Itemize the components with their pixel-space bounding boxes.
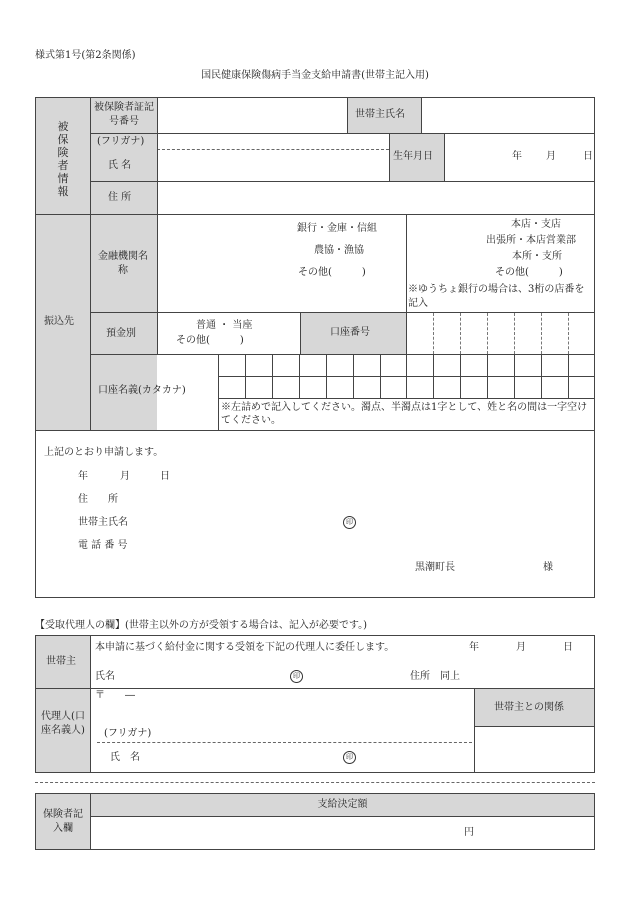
deposit-type-2: その他( )	[176, 335, 244, 346]
amount-label: 支給決定額	[317, 799, 368, 810]
address-field[interactable]	[158, 182, 594, 214]
declaration-day: 日	[160, 471, 170, 482]
account-no-label: 口座番号	[330, 327, 370, 338]
agent-label: 代理人(口座名義人)	[41, 711, 85, 736]
insurer-label: 保険者記入欄	[43, 809, 83, 834]
householder-name-field[interactable]	[422, 98, 594, 133]
agent-section-title-text: 【受取代理人の欄】	[35, 620, 125, 631]
branch-type-4: その他( )	[495, 267, 563, 278]
furigana-field[interactable]	[158, 134, 388, 149]
agent-address-same: 住所 同上	[410, 671, 460, 682]
delegation-year: 年	[469, 642, 479, 653]
declaration-phone-label: 電 話 番 号	[78, 540, 128, 551]
card-no-field[interactable]	[158, 98, 346, 133]
name-label: 氏 名	[108, 160, 132, 171]
declaration-month: 月	[120, 471, 130, 482]
insured-section-label: 被保険者情報	[57, 120, 69, 198]
delegation-day: 日	[563, 642, 573, 653]
branch-type-2: 出張所・本店営業部	[486, 235, 576, 246]
agent-householder-name-label: 氏名	[95, 671, 115, 682]
agent-section-title	[35, 620, 367, 632]
account-no-field[interactable]	[407, 313, 594, 354]
transfer-section-label: 振込先	[44, 316, 74, 327]
agent-address-field[interactable]	[91, 689, 473, 726]
declaration-statement: 上記のとおり申請します。	[44, 447, 164, 458]
bank-type-3: その他( )	[298, 267, 366, 278]
birth-label: 生年月日	[393, 151, 433, 162]
agent-householder-label: 世帯主	[46, 656, 76, 667]
householder-name-label: 世帯主氏名	[355, 109, 405, 120]
name-field[interactable]	[158, 150, 388, 181]
amount-currency: 円	[464, 827, 474, 838]
declaration-year: 年	[78, 471, 88, 482]
furigana-label: (フリガナ)	[97, 136, 145, 147]
birth-day: 日	[583, 151, 593, 162]
branch-type-3: 本所・支所	[512, 251, 562, 262]
form-title: 国民健康保険傷病手当金支給申請書(世帯主記入用)	[201, 70, 429, 81]
agent-postal: 〒 ―	[95, 690, 135, 701]
bank-type-1: 銀行・金庫・信組	[297, 223, 377, 234]
declaration-seal: 印	[343, 516, 356, 529]
section-separator	[35, 782, 595, 783]
deposit-type-1: 普通 ・ 当座	[196, 320, 253, 331]
account-holder-note: ※左詰めで記入してください。濁点、半濁点は1字として、姓と名の間は一字空けてください。	[221, 402, 588, 426]
declaration-honorific: 様	[543, 562, 553, 573]
birth-month: 月	[546, 151, 556, 162]
birth-year: 年	[512, 151, 522, 162]
agent-seal: 印	[343, 751, 356, 764]
declaration-address-label: 住 所	[78, 494, 118, 505]
agent-name-field[interactable]	[160, 744, 340, 770]
delegation-month: 月	[516, 642, 526, 653]
yucho-note: ※ゆうちょ銀行の場合は、3桁の店番を記入	[408, 284, 585, 309]
account-holder-grid[interactable]	[219, 355, 594, 398]
declaration-addressee: 黒潮町長	[415, 562, 455, 573]
deposit-label: 預金別	[106, 328, 136, 339]
bank-label-cell	[91, 215, 157, 430]
relation-field[interactable]	[475, 727, 594, 772]
agent-householder-seal: 印	[290, 670, 303, 683]
delegation-text: 本申請に基づく給付金に関する受領を下記の代理人に委任します。	[95, 642, 395, 653]
account-holder-label: 口座名義(カタカナ)	[98, 385, 186, 396]
card-no-label: 被保険者証記号番号	[94, 102, 154, 127]
bank-label: 金融機関名称	[98, 251, 148, 276]
branch-type-1: 本店・支店	[511, 219, 561, 230]
relation-label: 世帯主との関係	[494, 702, 564, 713]
agent-section-note: (世帯主以外の方が受領する場合は、記入が必要です。)	[125, 620, 368, 631]
declaration-householder-label: 世帯主氏名	[78, 517, 128, 528]
form-number: 様式第1号(第2条関係)	[35, 50, 136, 61]
agent-furigana-label: (フリガナ)	[104, 728, 152, 739]
bank-type-2: 農協・漁協	[314, 245, 364, 256]
address-label: 住 所	[108, 192, 132, 203]
agent-name-label: 氏 名	[110, 752, 140, 763]
